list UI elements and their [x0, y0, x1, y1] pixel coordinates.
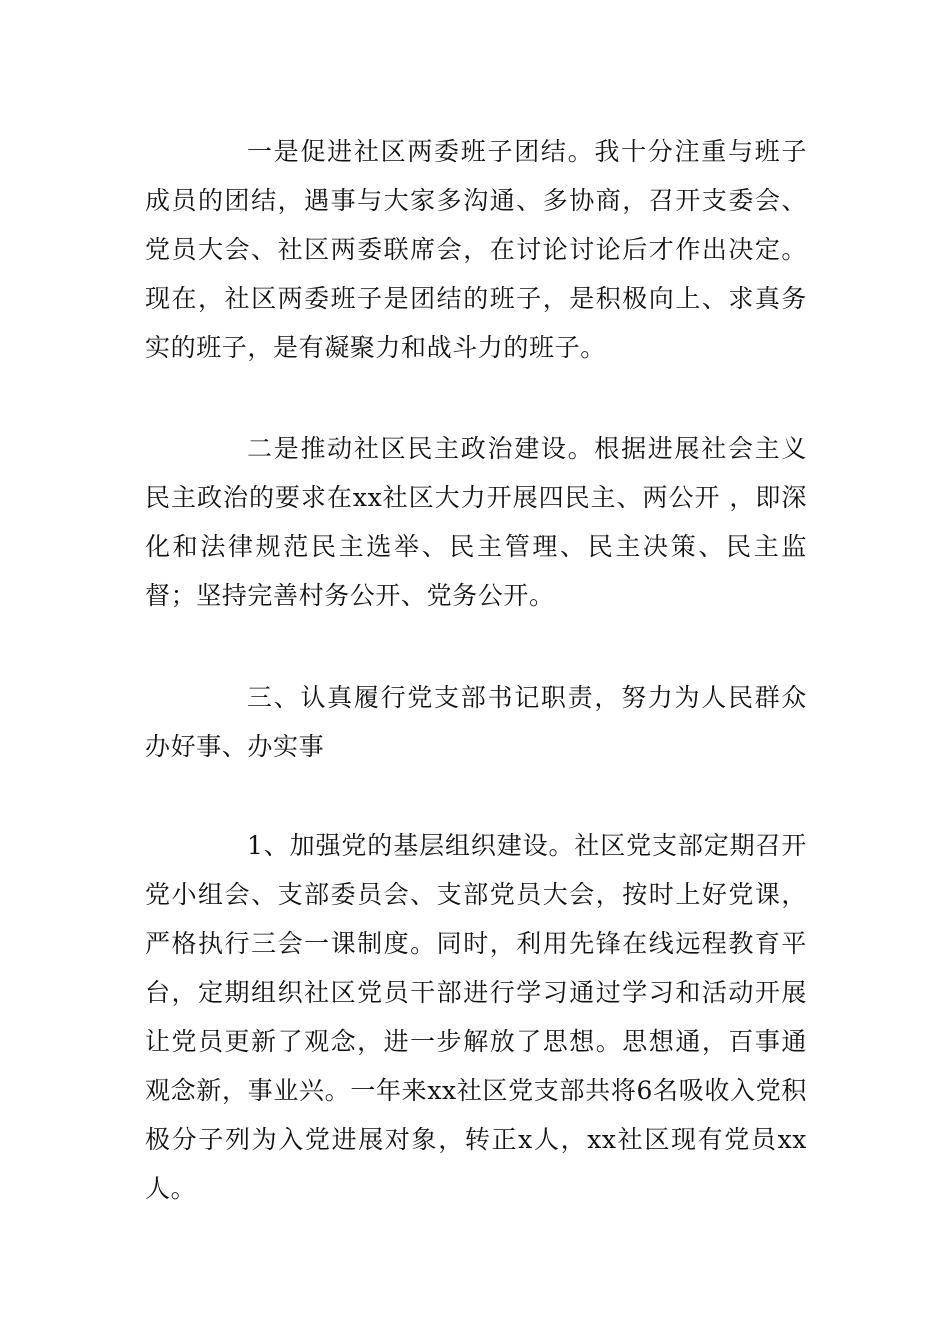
- section-heading-secretary-duties: 三、认真履行党支部书记职责，努力为人民群众办好事、办实事: [145, 683, 807, 761]
- paragraph-promote-committee-unity: 一是促进社区两委班子团结。我十分注重与班子成员的团结，遇事与大家多沟通、多协商，召开支委会、党员大会、社区两委联席会，在讨论讨论后才作出决定。现在，社区两委班子是团结的班子，是积极向上、求真务实的班子，是有凝聚力和战斗力的班子。: [145, 137, 807, 362]
- paragraph-democratic-politics: 二是推动社区民主政治建设。根据进展社会主义民主政治的要求在xx社区大力开展四民主、两公开 ，即深化和法律规范民主选举、民主管理、民主决策、民主监督；坚持完善村务公开、党务公开。: [145, 434, 807, 610]
- paragraph-party-organization: 1、加强党的基层组织建设。社区党支部定期召开党小组会、支部委员会、支部党员大会，按时上好党课，严格执行三会一课制度。同时，利用先锋在线远程教育平台，定期组织社区党员干部进行学习通过学习和活动开展让党员更新了观念，进一步解放了思想。思想通，百事通观念新，事业兴。一年来xx社区党支部共将6名吸收入党积极分子列为入党进展对象，转正x人，xx社区现有党员xx人。: [145, 831, 807, 1203]
